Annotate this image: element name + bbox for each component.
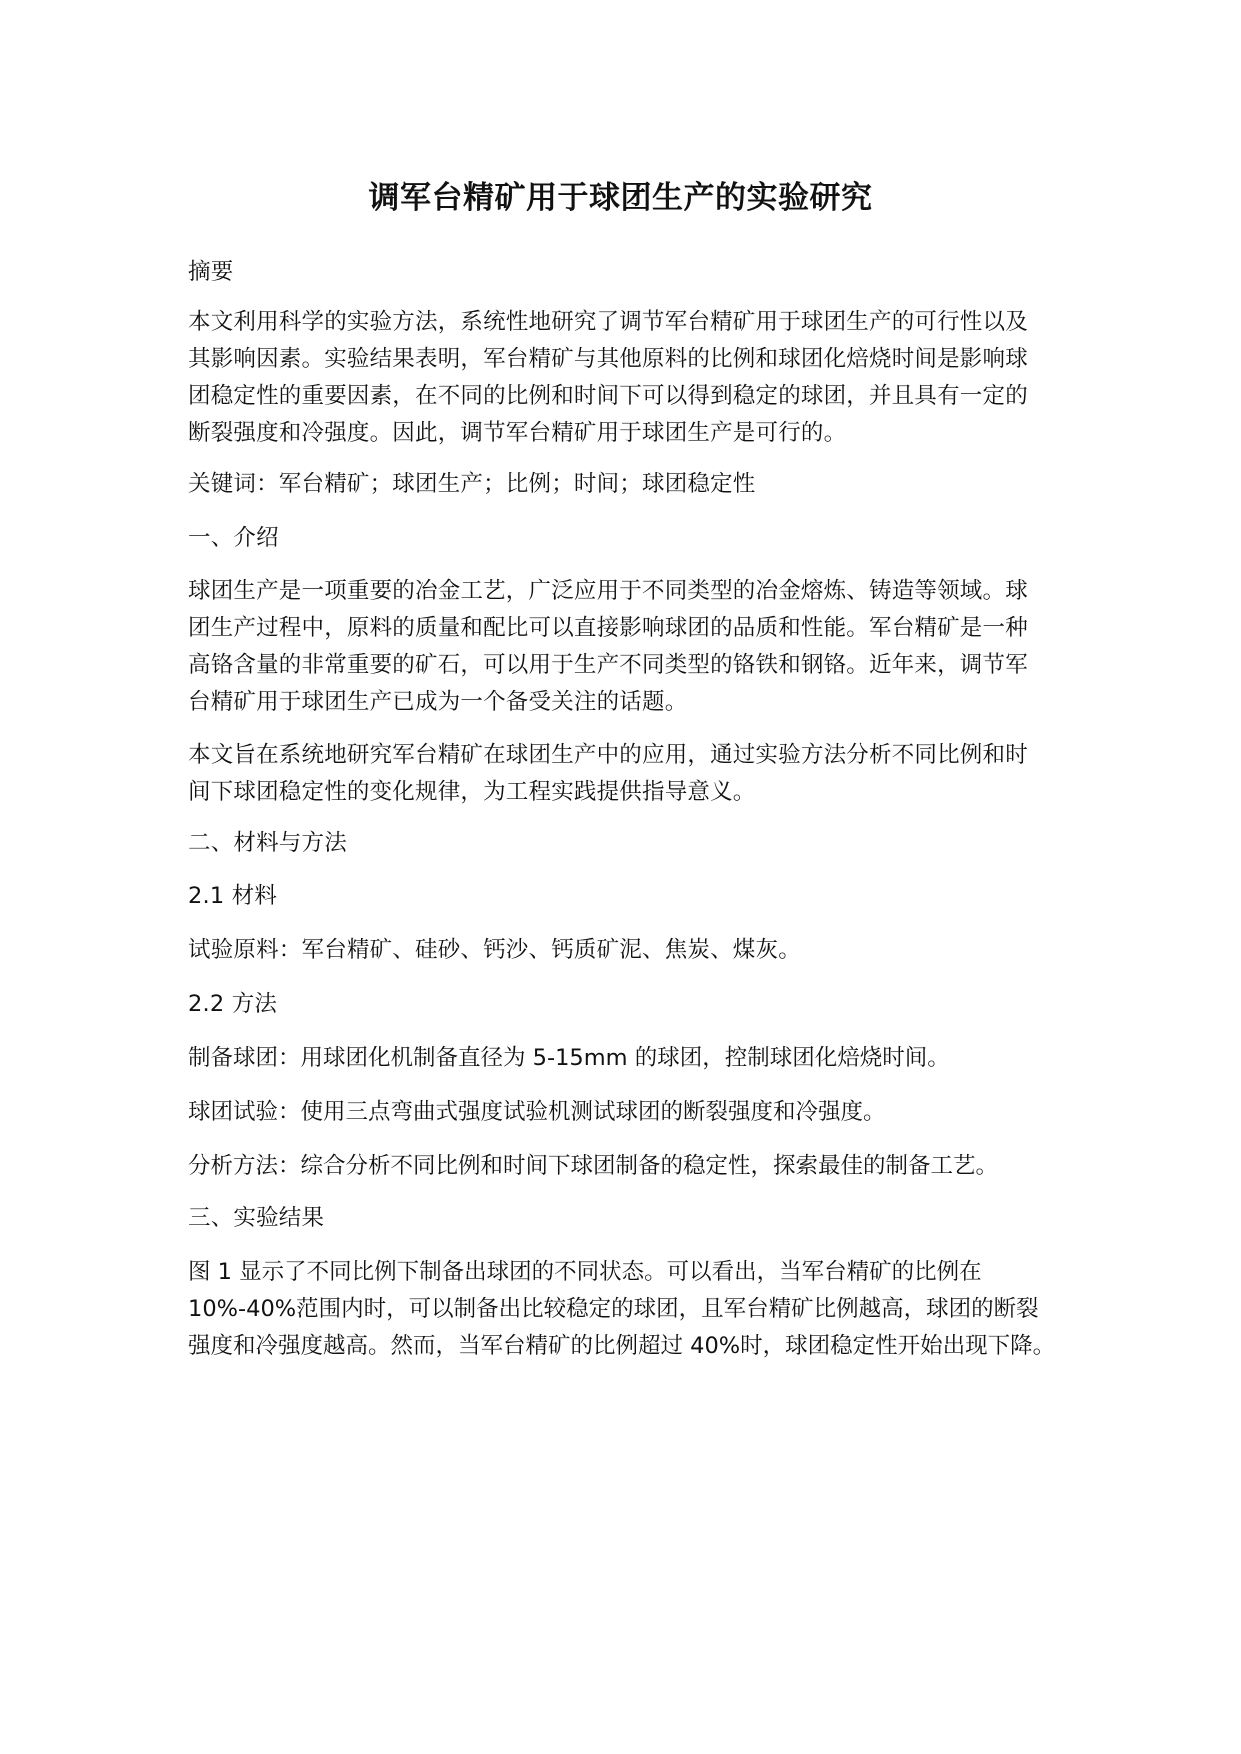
intro-line: 台精矿用于球团生产已成为一个备受关注的话题。: [188, 689, 688, 715]
results-line: 强度和冷强度越高。然而，当军台精矿的比例超过 40%时，球团稳定性开始出现下降。: [188, 1333, 1056, 1359]
abstract-line: 团稳定性的重要因素，在不同的比例和时间下可以得到稳定的球团，并且具有一定的: [188, 383, 1028, 409]
section-heading-materials-methods: 二、材料与方法: [188, 830, 347, 856]
results-line: 图 1 显示了不同比例下制备出球团的不同状态。可以看出，当军台精矿的比例在: [188, 1259, 982, 1285]
subsection-heading-methods: 2.2 方法: [188, 991, 278, 1017]
section-heading-results: 三、实验结果: [188, 1205, 325, 1231]
keywords: 关键词：军台精矿；球团生产；比例；时间；球团稳定性: [188, 471, 756, 497]
abstract-line: 本文利用科学的实验方法，系统性地研究了调节军台精矿用于球团生产的可行性以及: [188, 309, 1028, 335]
intro-line: 间下球团稳定性的变化规律，为工程实践提供指导意义。: [188, 779, 756, 805]
results-line: 10%-40%范围内时，可以制备出比较稳定的球团，且军台精矿比例越高，球团的断裂: [188, 1296, 1039, 1322]
abstract-line: 断裂强度和冷强度。因此，调节军台精矿用于球团生产是可行的。: [188, 420, 847, 446]
intro-line: 本文旨在系统地研究军台精矿在球团生产中的应用，通过实验方法分析不同比例和时: [188, 742, 1028, 768]
page-title: 调军台精矿用于球团生产的实验研究: [368, 180, 873, 216]
abstract-line: 其影响因素。实验结果表明，军台精矿与其他原料的比例和球团化焙烧时间是影响球: [188, 346, 1028, 372]
method-pellet-preparation: 制备球团：用球团化机制备直径为 5-15mm 的球团，控制球团化焙烧时间。: [188, 1045, 950, 1071]
materials-text: 试验原料：军台精矿、硅砂、钙沙、钙质矿泥、焦炭、煤灰。: [188, 937, 801, 963]
section-heading-intro: 一、介绍: [188, 525, 279, 551]
intro-line: 高铬含量的非常重要的矿石，可以用于生产不同类型的铬铁和钢铬。近年来，调节军: [188, 652, 1028, 678]
intro-line: 团生产过程中，原料的质量和配比可以直接影响球团的品质和性能。军台精矿是一种: [188, 615, 1028, 641]
abstract-heading: 摘要: [188, 259, 234, 285]
subsection-heading-materials: 2.1 材料: [188, 883, 278, 909]
intro-line: 球团生产是一项重要的冶金工艺，广泛应用于不同类型的冶金熔炼、铸造等领域。球: [188, 578, 1028, 604]
method-pellet-test: 球团试验：使用三点弯曲式强度试验机测试球团的断裂强度和冷强度。: [188, 1099, 886, 1125]
method-analysis: 分析方法：综合分析不同比例和时间下球团制备的稳定性，探索最佳的制备工艺。: [188, 1153, 999, 1179]
